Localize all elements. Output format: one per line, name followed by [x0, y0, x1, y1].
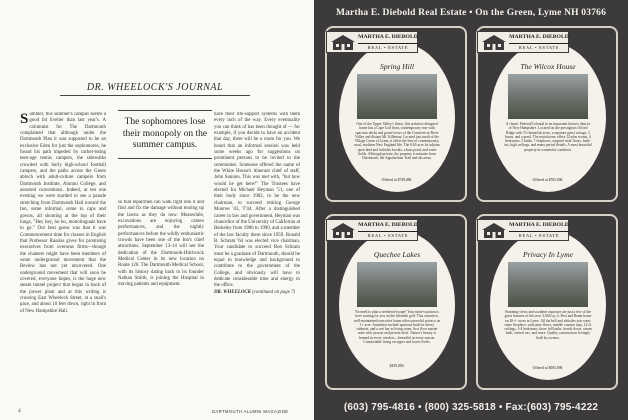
ad-phone-numbers: (603) 795-4816 • (800) 325-5818 • Fax:(603) 795-4222: [343, 402, 599, 413]
article-column-1: [20, 112, 106, 402]
listing-description: No need to plan a weekend escape! Your mini-vacation is here waiting for you on the fifteenth golf. This attractive, well-maintained executive home offers peaceful privacy on 1+ acre. Amenities include spacious built-in cherry cabinets, and a wet bar in living room, first floor master suite with jacuzzi and private deck. Nature's beauty is framed in every window—beautiful in every season. Comfortable living on upper and lower levels.: [353, 310, 441, 344]
listing-oval: [490, 230, 606, 380]
column-title: DR. WHEELOCK'S JOURNAL: [86, 82, 224, 93]
signoff-note: (continued on page 7): [252, 289, 296, 295]
logo-name: MARTHA E. DIEBOLD: [358, 222, 418, 228]
article-column-2: [118, 200, 204, 402]
logo-subtitle: REAL • ESTATE: [509, 231, 569, 238]
article-column-3: [214, 112, 300, 402]
diebold-logo: [326, 219, 418, 241]
listing-title: Quechee Lakes: [373, 250, 421, 259]
listing-photo: [357, 74, 437, 119]
listing-panel: [325, 214, 467, 390]
diebold-logo: [477, 219, 569, 241]
diebold-logo: [326, 31, 418, 53]
listing-oval: [490, 42, 606, 192]
listing-title: The Wilcox House: [520, 62, 576, 71]
column-1-text: ummer, this summer's campus seems a good bit livelier than last year's. A columnist for The Dartmouth complained that although under the Dartmouth Plan it was supposed to be an exclusive Eden for just the sophomores, he found his path impeded by racket-toting teen-age tennis campers, the sidewalks crowded with burly high-school football campers, and the paths across the Green abloch with adult-culture campers from Dartmouth Institute, Alumni College, and assorted conventions. Indeed, at ten one evening we were startled to see a parade stretching from Dartmouth Hall toward the Inn, some informal, some in caps and gowns, all shouting at the top of their lungs, "Hey hey, ho ho, monolinguals have to go." Our best guess was that it was Commencement time for classes in English that Professor Rassias gives for promising executives from overseas firms—though the chanters might have been members of some underground movement that the Review has not yet uncovered. One underground movement that will soon be covered, everyone hopes, is the huge new steam tunnel project that began in back of the power plant and at this writing is crossing East Wheelock Street, at a snail's pace, and about 10 feet down, right in front of New Hampshire Hall.: [20, 112, 106, 314]
listing-price: $439,000.: [389, 364, 405, 368]
listing-panel: [325, 26, 467, 202]
ad-header: Martha E. Diebold Real Estate • On the Green, Lyme NH 03766: [335, 8, 607, 18]
listing-panel: [476, 214, 618, 390]
drop-cap: S: [20, 112, 29, 127]
page-number: 4: [18, 408, 21, 414]
listing-title: Spring Hill: [380, 62, 414, 71]
house-icon: [480, 34, 508, 51]
listing-oval: [339, 42, 455, 192]
logo-subtitle: REAL • ESTATE: [358, 43, 418, 50]
listing-price: Offered at $585,000.: [532, 366, 564, 370]
listing-description: One of the Upper Valley's finest, this architect-designed home has a Cape Cod front, contemporary rear with spacious decks and grand views of the Connecticut River Valley and distant Mt. Kilkenny. Located just north of the Village Green of Lyme, it offers the best of contemporary, rural, northern New England life. The 8.63-acre lot adjoins open land and includes brooks, a bass pond, and some fields. Although private, the property is minutes from Dartmouth, the Appalachian Trail and ski areas.: [354, 122, 440, 160]
listing-panel: [476, 26, 618, 202]
listing-photo: [508, 262, 588, 307]
title-rule: [60, 95, 250, 96]
logo-subtitle: REAL • ESTATE: [509, 43, 569, 50]
logo-name: MARTHA E. DIEBOLD: [509, 222, 569, 228]
listing-description: A classic Federal/Colonial in an important historic district of New Hampshire. Located on the prestigious Orford Ridge with 5½ beautiful acres, a separate guest cottage, 2 barns, and a pond. The main house offers 12-plus rooms, 4 bedrooms, 5 baths, 7 fireplaces, original wide floors, built-ins, high ceilings, and many period details. A most beautiful property in wonderful condition.: [504, 122, 592, 152]
logo-subtitle: REAL • ESTATE: [358, 231, 418, 238]
logo-name: MARTHA E. DIEBOLD: [509, 34, 569, 40]
house-icon: [480, 222, 508, 239]
signoff: DR. WHEELOCK: [214, 289, 251, 295]
diebold-logo: [477, 31, 569, 53]
magazine-footer: DARTMOUTH ALUMNI MAGAZINE: [212, 409, 289, 414]
listing-description: Stunning views and southern exposure are just a few of the great features of this new 2,600 sq. ft. Post and Beam home on 20+/- acres in Lyme. All the bell and whistles you want: stone fireplace, wide pine floors, marble counter tops, 12-ft. ceilings, 3-4 bedrooms, three full baths, french doors, steam bath, central vac, and more. Quality construction lovingly built by owners.: [504, 310, 592, 340]
listing-photo: [508, 74, 588, 119]
logo-name: MARTHA E. DIEBOLD: [358, 34, 418, 40]
listing-price: Offered at $765,000.: [532, 178, 564, 182]
listing-title: Privacy In Lyme: [523, 250, 573, 259]
listing-photo: [357, 262, 437, 307]
column-3-text: have their life-support systems with them every inch of the way. Every eventuality you can think of has been thought of — for example, if you decide to have an accident that day, there will be a room for you. We heard that an informal session was held some weeks ago for suggestions on prominent persons to be invited to the ceremonies. Someone offered the name of the White House's itinerant chief of staff, John Sununu. This was met with, "but how would he get here?" The Trustees have elected Ira Michael Heyman '51, one of their body since 1982, to be the new chairman, to succeed retiring George Munroe '43, T'44. After a distinguished career in law and government, Heyman was chancellor of the University of California at Berkeley from 1980 to 1990, and a member of the law faculty there since 1959. Ronald B. Schram '64 was elected vice chairman. Your candidate to succeed Ron Schram must be a graduate of Dartmouth, should be equal to knowledge and background to contribute to the government of the College, and obviously will have to dedicate considerable time and energy to the office.: [214, 112, 300, 289]
listing-price: Offered at $749,000.: [381, 178, 413, 182]
column-2-text: so that repairmen can walk right into it and find and fix the damage without tearing up the lawns as they do now. Meanwhile, excavations are enjoying cameo performances, and the nightly performances before the wildly enthusiastic crowds have been one of the Inn's chief attractions. September 13-14 will see the dedication of the Dartmouth-Hitchcock Medical Center in its new location on Route 120. The Dartmouth Medical School, with its history dating back to its founder Nathan Smith, is joining the Hospital in moving patients and equipment.: [118, 200, 204, 288]
house-icon: [329, 34, 357, 51]
listing-oval: [339, 230, 455, 380]
pull-quote: The sophomores lose their monopoly on the summer campus.: [118, 110, 212, 159]
house-icon: [329, 222, 357, 239]
real-estate-ad: [314, 0, 628, 420]
